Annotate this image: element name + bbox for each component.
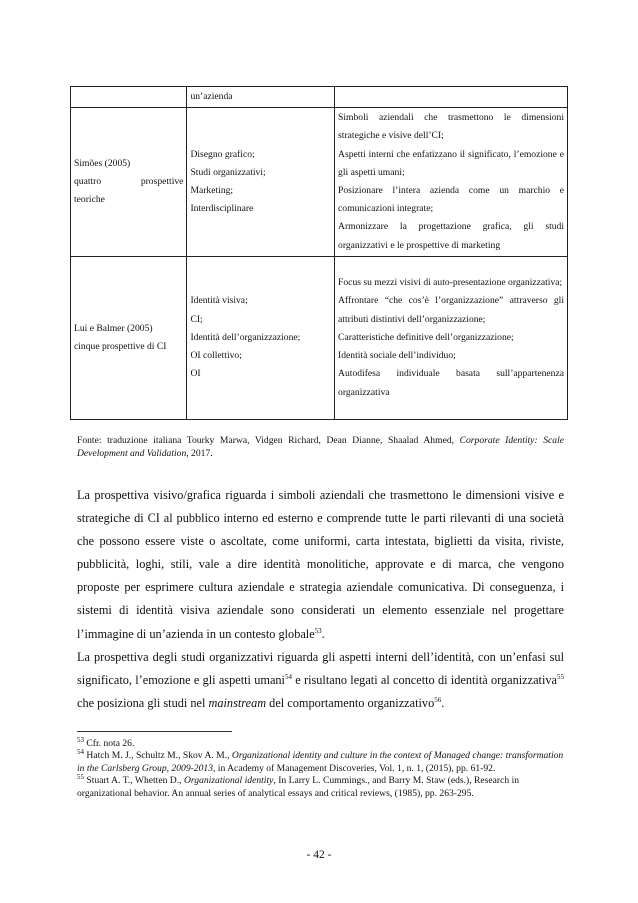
source-suffix: , 2017. xyxy=(186,448,213,460)
table-cell xyxy=(71,87,187,108)
table-cell-author xyxy=(71,108,187,257)
table-row xyxy=(71,108,568,257)
source-prefix: Fonte: traduzione italiana Tourky Marwa, Vidgen Richard, Dean Dianne, Shaalad Ahmed, xyxy=(77,435,460,446)
footnote-55 xyxy=(77,775,564,800)
footnote-53 xyxy=(77,735,564,750)
dimension-item: Marketing; xyxy=(190,185,234,196)
dimension-item: OI collettivo; xyxy=(190,350,242,362)
author-name: Simões (2005) xyxy=(74,157,131,169)
footnote-ref: 56 xyxy=(434,695,442,704)
table-cell-dimensions xyxy=(187,108,335,257)
paragraph-text: del comportamento organizzativo xyxy=(266,695,435,710)
author-desc: cinque prospettive di CI xyxy=(74,341,167,352)
note-item: Armonizzare la progettazione grafica, gli studi organizzativi e le prospettive di marketing xyxy=(338,221,564,251)
footnote-text: , in Academy of Management Discoveries, Vol. 1, n. 1, (2015), pp. 61-92. xyxy=(213,762,496,774)
desc-word: quattro xyxy=(74,175,102,187)
comparison-table xyxy=(70,86,568,420)
note-item: Simboli aziendali che trasmettono le dimensioni strategiche e visive dell’CI; xyxy=(338,112,564,142)
paragraph-text: e risultano legati al concetto di identità organizzativa xyxy=(291,672,557,687)
author-name: Lui e Balmer (2005) xyxy=(74,322,153,334)
dimension-item: Studi organizzativi; xyxy=(190,166,266,178)
paragraph-organizational-perspective xyxy=(77,646,564,715)
footnote-ref: 53 xyxy=(314,626,322,635)
paragraph-text: La prospettiva degli studi organizzativi riguarda gli aspetti interni dell’identità, con un’enfasi sul significato, l’emozione e gli aspetti umani xyxy=(77,649,564,687)
dimension-item: CI; xyxy=(190,313,203,325)
table-row xyxy=(71,257,568,420)
footnote-text: Stuart A. T., Whetten D., xyxy=(84,775,184,787)
footnote-text: Hatch M. J., Schultz M., Skov A. M., xyxy=(84,750,232,762)
author-desc-cont: teoriche xyxy=(74,194,105,206)
footnote-text: Cfr. nota 26. xyxy=(84,738,135,749)
table-row xyxy=(71,87,568,108)
source-title: Corporate Identity: Scale Development and Validation xyxy=(77,435,564,460)
table-cell xyxy=(335,87,568,108)
table-cell-notes xyxy=(335,108,568,257)
table-cell-notes xyxy=(335,257,568,420)
table-cell-author xyxy=(71,257,187,420)
note-item: Aspetti interni che enfatizzano il significato, l’emozione e gli aspetti umani; xyxy=(338,148,564,178)
footnote-ref: 55 xyxy=(557,672,564,681)
footnote-title: Organizational identity xyxy=(183,775,274,787)
dimension-item: Interdisciplinare xyxy=(190,203,254,215)
dimension-item: OI xyxy=(190,368,201,380)
footnote-54 xyxy=(77,750,564,775)
dimension-item: Disegno grafico; xyxy=(190,148,255,160)
footnotes xyxy=(77,735,564,800)
note-item: Autodifesa individuale basata sull’appartenenza organizzativa xyxy=(338,368,564,398)
footnote-divider xyxy=(77,731,232,732)
table-cell: un’azienda xyxy=(187,87,335,108)
desc-word: prospettive xyxy=(140,175,184,187)
footnote-number: 55 xyxy=(77,773,84,782)
dimension-item: Identità dell’organizzazione; xyxy=(190,331,301,343)
note-item: Posizionare l’intera azienda come un marchio e comunicazioni integrate; xyxy=(338,185,564,215)
paragraph-text: . xyxy=(441,695,445,710)
paragraph-text: che posiziona gli studi nel xyxy=(77,695,209,710)
footnote-number: 53 xyxy=(77,735,84,744)
note-item: Affrontare “che cos’è l’organizzazione” attraverso gli attributi distintivi dell’organizzazione; xyxy=(338,295,564,325)
paragraph-text: La prospettiva visivo/grafica riguarda i simboli aziendali che trasmettono le dimensioni visive e strategiche di CI al pubblico interno ed esterno e comprende tutte le parti rilevanti di una società che possono essere viste o ascoltate, come uniformi, carta intestata, biglietti da visita, riviste, pubblicità, loghi, stili, vale a dire identità monolitiche, approvate e di marca, che vengono proposte per esprimere cultura aziendale e strategia aziendale comunicativa. Di conseguenza, i sistemi di identità visiva aziendale sono considerati un elemento essenziale nel progettare l’immagine di un’azienda in un contesto globale xyxy=(77,488,564,641)
body-text xyxy=(77,484,564,715)
footnote-text: , In Larry L. Cummings., and Barry M. Staw (eds.), Research in organizational behavior. An annual series of analytical essays and critical reviews, (1985), pp. 263-295. xyxy=(77,775,520,799)
paragraph-text: . xyxy=(321,626,325,641)
paragraph-visual-perspective xyxy=(77,484,564,646)
author-desc xyxy=(74,173,183,191)
footnote-number: 54 xyxy=(77,748,84,757)
table-source-caption xyxy=(77,434,564,461)
footnote-title: Organizational identity and culture in the context of Managed change: transformation in the Carlsberg Group, 2009-2013 xyxy=(77,750,564,774)
table-cell-dimensions xyxy=(187,257,335,420)
footnote-ref: 54 xyxy=(284,672,292,681)
dimension-item: Identità visiva; xyxy=(190,295,248,307)
note-item: Identità sociale dell’individuo; xyxy=(338,350,456,362)
note-item: Caratteristiche definitive dell’organizzazione; xyxy=(338,331,514,343)
emphasis-term: mainstream xyxy=(208,695,267,710)
page-number: - 42 - xyxy=(306,849,332,861)
note-item: Focus su mezzi visivi di auto-presentazione organizzativa; xyxy=(338,277,563,289)
